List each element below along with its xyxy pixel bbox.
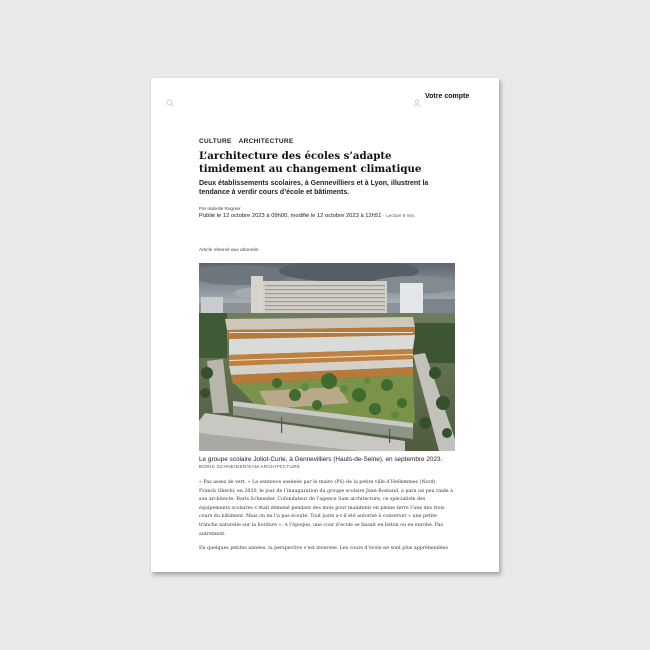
- top-bar: [151, 78, 499, 118]
- article-paragraph: « Pas assez de vert. » La sentence assénée par le maire (PS) de la petite ville d’Hellemmes (Nord), Franck Gherbi, en 2020, le jour de l’inauguration du groupe scolaire Jean-Rostand, a paru un peu raide à son architecte, Boris Schneider. Cofondateur de l’agence Sam architecture, ce spécialiste des équipements scolaires s’était démené pendant des mois pour maintenir en pleine terre l’une des trois cours du bâtiment. Mais on ne l’a pas écouté. Tout juste a-t-il été autorisé à conserver « une petite tranche naturelle sur la bordure ». A l’époque, une cour d’école se faisait en béton ou en enrobé. Pas autrement.: [199, 480, 453, 537]
- article-photo: [199, 263, 455, 451]
- reading-time-separator: -: [383, 212, 385, 218]
- account-icon[interactable]: [413, 94, 421, 102]
- rubric-architecture[interactable]: ARCHITECTURE: [238, 138, 294, 145]
- search-icon[interactable]: [166, 94, 174, 102]
- article-title: L’architecture des écoles s’adapte timidement au changement climatique: [199, 150, 422, 175]
- publication-dates: Publié le 12 octobre 2023 à 09h00, modifié le 12 octobre 2023 à 12h51: [199, 212, 382, 219]
- article-author[interactable]: Par Isabelle Regnier: [199, 205, 241, 211]
- photo-credit: BORIS SCHNEIDER/SAM ARCHITECTURE: [199, 465, 301, 470]
- article-body: [199, 479, 455, 560]
- article-standfirst: Deux établissements scolaires, à Gennevilliers et à Lyon, illustrent la tendance à verdir cours d’école et bâtiments.: [199, 180, 429, 197]
- article-dates: [199, 213, 455, 219]
- photo-caption: [199, 456, 455, 472]
- article-header: [199, 138, 455, 219]
- rubric-list: [199, 138, 455, 145]
- account-link[interactable]: Votre compte: [425, 93, 470, 100]
- reading-time: Lecture 6 min.: [386, 212, 416, 218]
- caption-text: Le groupe scolaire Joliot-Curie, à Gennevilliers (Hauts-de-Seine), en septembre 2023.: [199, 456, 443, 463]
- rubric-culture[interactable]: CULTURE: [199, 138, 232, 145]
- school-aerial-photo: [199, 263, 455, 451]
- article-paragraph: En quelques petites années, la perspective s’est inversée. Les cours d’école ne sont plus appréhendées: [199, 546, 448, 552]
- subscriber-notice: Article réservé aux abonnés: [199, 248, 259, 253]
- article-page: [151, 78, 499, 572]
